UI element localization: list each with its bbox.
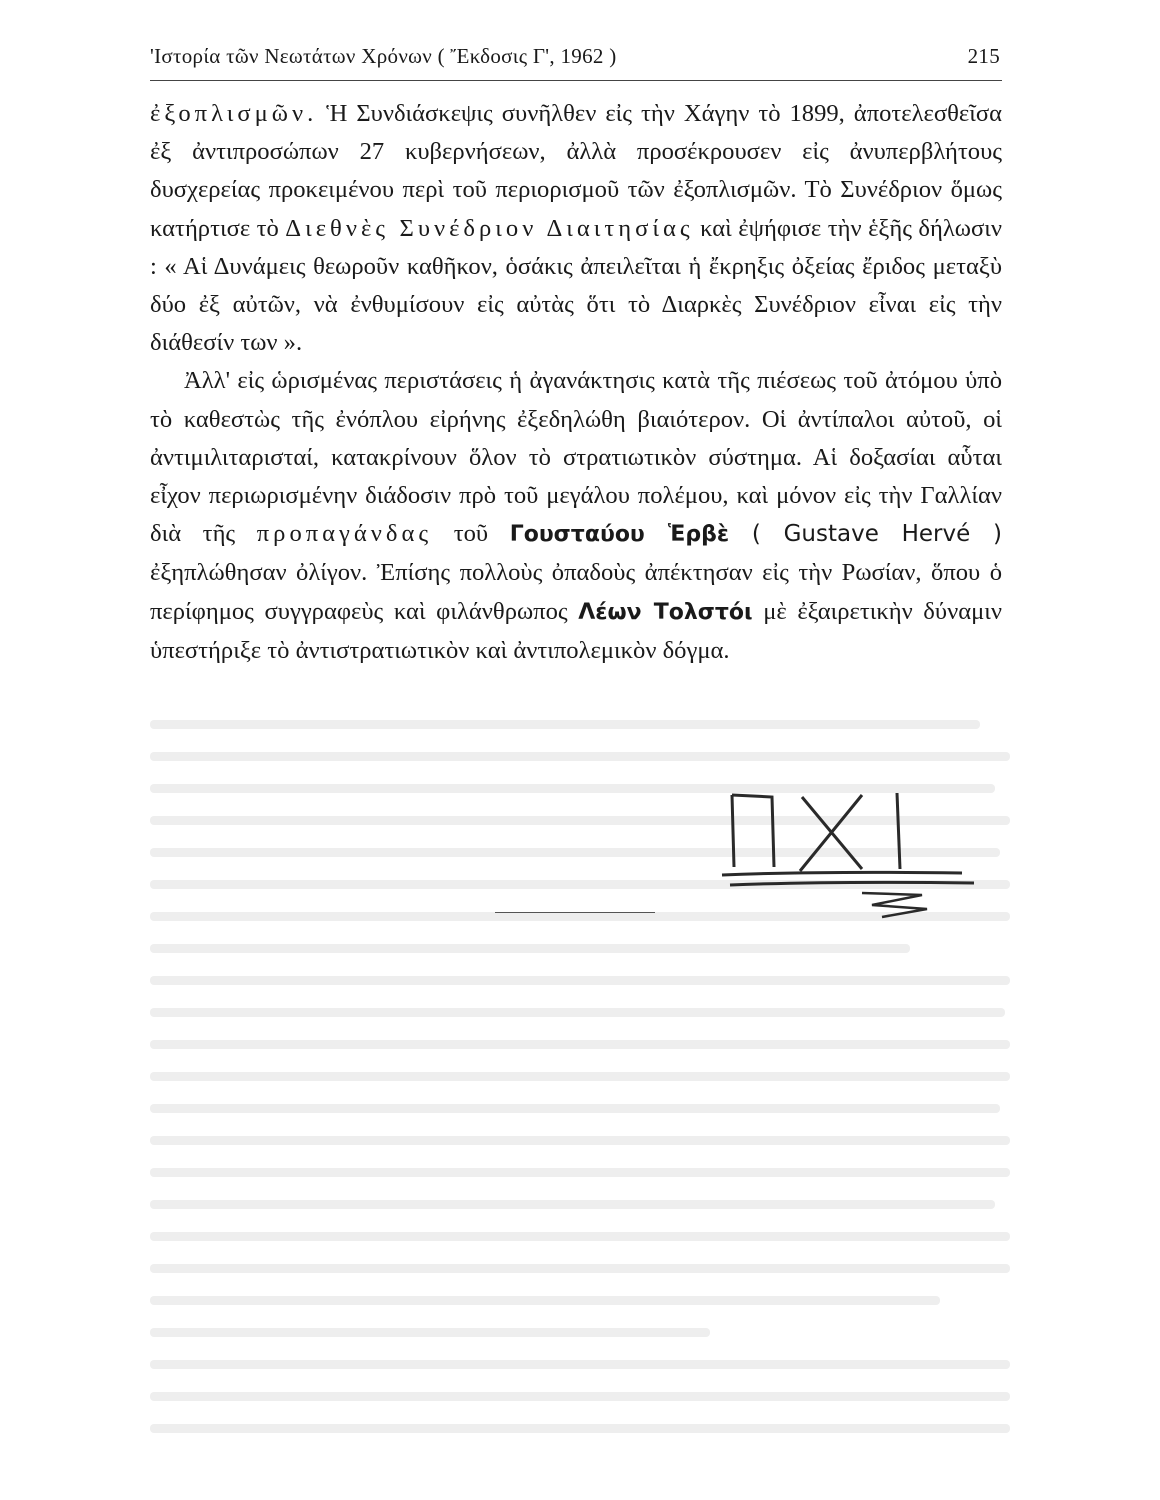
text-run: τοῦ xyxy=(432,520,510,548)
spaced-word: προπαγάνδας xyxy=(256,520,433,548)
spaced-term: Διεθνὲς Συνέδριον Διαιτησίας xyxy=(285,214,694,242)
paragraph-1 xyxy=(150,95,1002,362)
ghost-line xyxy=(150,1040,1010,1049)
name-herve-latin: ( Gustave Hervé ) xyxy=(729,521,1003,548)
ghost-line xyxy=(150,1104,1000,1113)
text-run: καὶ ἐψήφισε τὴν ἑξῆς δήλωσιν : « Αἱ Δυνάμεις θεωροῦν καθῆκον, ὁσάκις ἀπειλεῖται ἡ ἔκρηξις ὀξείας ἔριδος μεταξὺ δύο ἐξ αὐτῶν, νὰ ἐνθυμίσουν εἰς αὐτὰς ὅτι τὸ Διαρκὲς Συνέδριον εἶναι εἰς τὴν διάθεσίν των ». xyxy=(150,214,1002,357)
ghost-line xyxy=(150,1360,1010,1369)
text-run: Ἀλλ' εἰς ὡρισμένας περιστάσεις ἡ ἀγανάκτησις κατὰ τῆς πιέσεως τοῦ ἀτόμου ὑπὸ τὸ καθεστὼς τῆς ἐνόπλου εἰρήνης ἐξεδηλώθη βιαιότερον. Οἱ ἀντίπαλοι αὐτοῦ, οἱ ἀντιμιλιταρισταί, κατακρίνουν ὅλον τὸ στρατιωτικὸν σύστημα. Αἱ δοξασίαι αὗται εἶχον περιωρισμένην διάδοσιν πρὸ τοῦ μεγάλου πολέμου, καὶ μόνον εἰς τὴν Γαλλίαν διὰ τῆς xyxy=(150,367,1002,548)
ghost-line xyxy=(150,944,910,953)
page-number: 215 xyxy=(967,44,1000,68)
header-rule xyxy=(150,80,1002,81)
ghost-line xyxy=(150,1392,1010,1401)
ghost-line xyxy=(150,720,980,729)
ghost-line xyxy=(150,976,1010,985)
handwritten-annotation xyxy=(712,775,1012,935)
text-run: ἐξηπλώθησαν ὀλίγον. Ἐπίσης πολλοὺς ὀπαδοὺς ἀπέκτησαν εἰς τὴν Ρωσίαν, ὅπου ὁ περίφημος συγγραφεὺς καὶ φιλάνθρωπος xyxy=(150,559,1002,625)
paragraph-2 xyxy=(150,362,1002,670)
ghost-line xyxy=(150,1424,1010,1433)
name-herve: Γουσταύου Ἑρβὲ xyxy=(509,522,730,548)
page-header xyxy=(150,44,1000,69)
ghost-line xyxy=(150,1200,995,1209)
text-run: Ἡ Συνδιάσκεψις συνῆλθεν εἰς τὴν Χάγην τὸ 1899, ἀποτελεσθεῖσα ἐξ ἀντιπροσώπων 27 κυβερνήσεων, ἀλλὰ προσέκρουσεν εἰς ἀνυπερβλήτους δυσχερείας προκειμένου περὶ τοῦ περιορισμοῦ τῶν ἐξοπλισμῶν. Τὸ Συνέδριον ὅμως κατήρτισε τὸ xyxy=(150,100,1002,242)
spaced-word: ἐξοπλισμῶν. xyxy=(150,100,318,127)
ghost-line xyxy=(150,752,1010,761)
section-end-rule xyxy=(495,912,655,913)
ghost-line xyxy=(150,1168,1010,1177)
ghost-line xyxy=(150,1136,1010,1145)
ghost-line xyxy=(150,1328,710,1337)
page-body xyxy=(150,95,1002,670)
ghost-line xyxy=(150,1232,1010,1241)
ghost-line xyxy=(150,1072,1010,1081)
ghost-line xyxy=(150,1008,1005,1017)
text-run: μὲ ἐξαιρετικὴν δύναμιν ὑπεστήριξε τὸ ἀντιστρατιωτικὸν καὶ ἀντιπολεμικὸν δόγμα. xyxy=(150,597,1002,664)
name-tolstoy: Λέων Τολστόι xyxy=(578,599,753,625)
ghost-line xyxy=(150,1296,940,1305)
running-title: 'Ιστορία τῶν Νεωτάτων Χρόνων ( Ἔκδοσις Γ', 1962 ) xyxy=(150,44,617,68)
ghost-line xyxy=(150,1264,1010,1273)
